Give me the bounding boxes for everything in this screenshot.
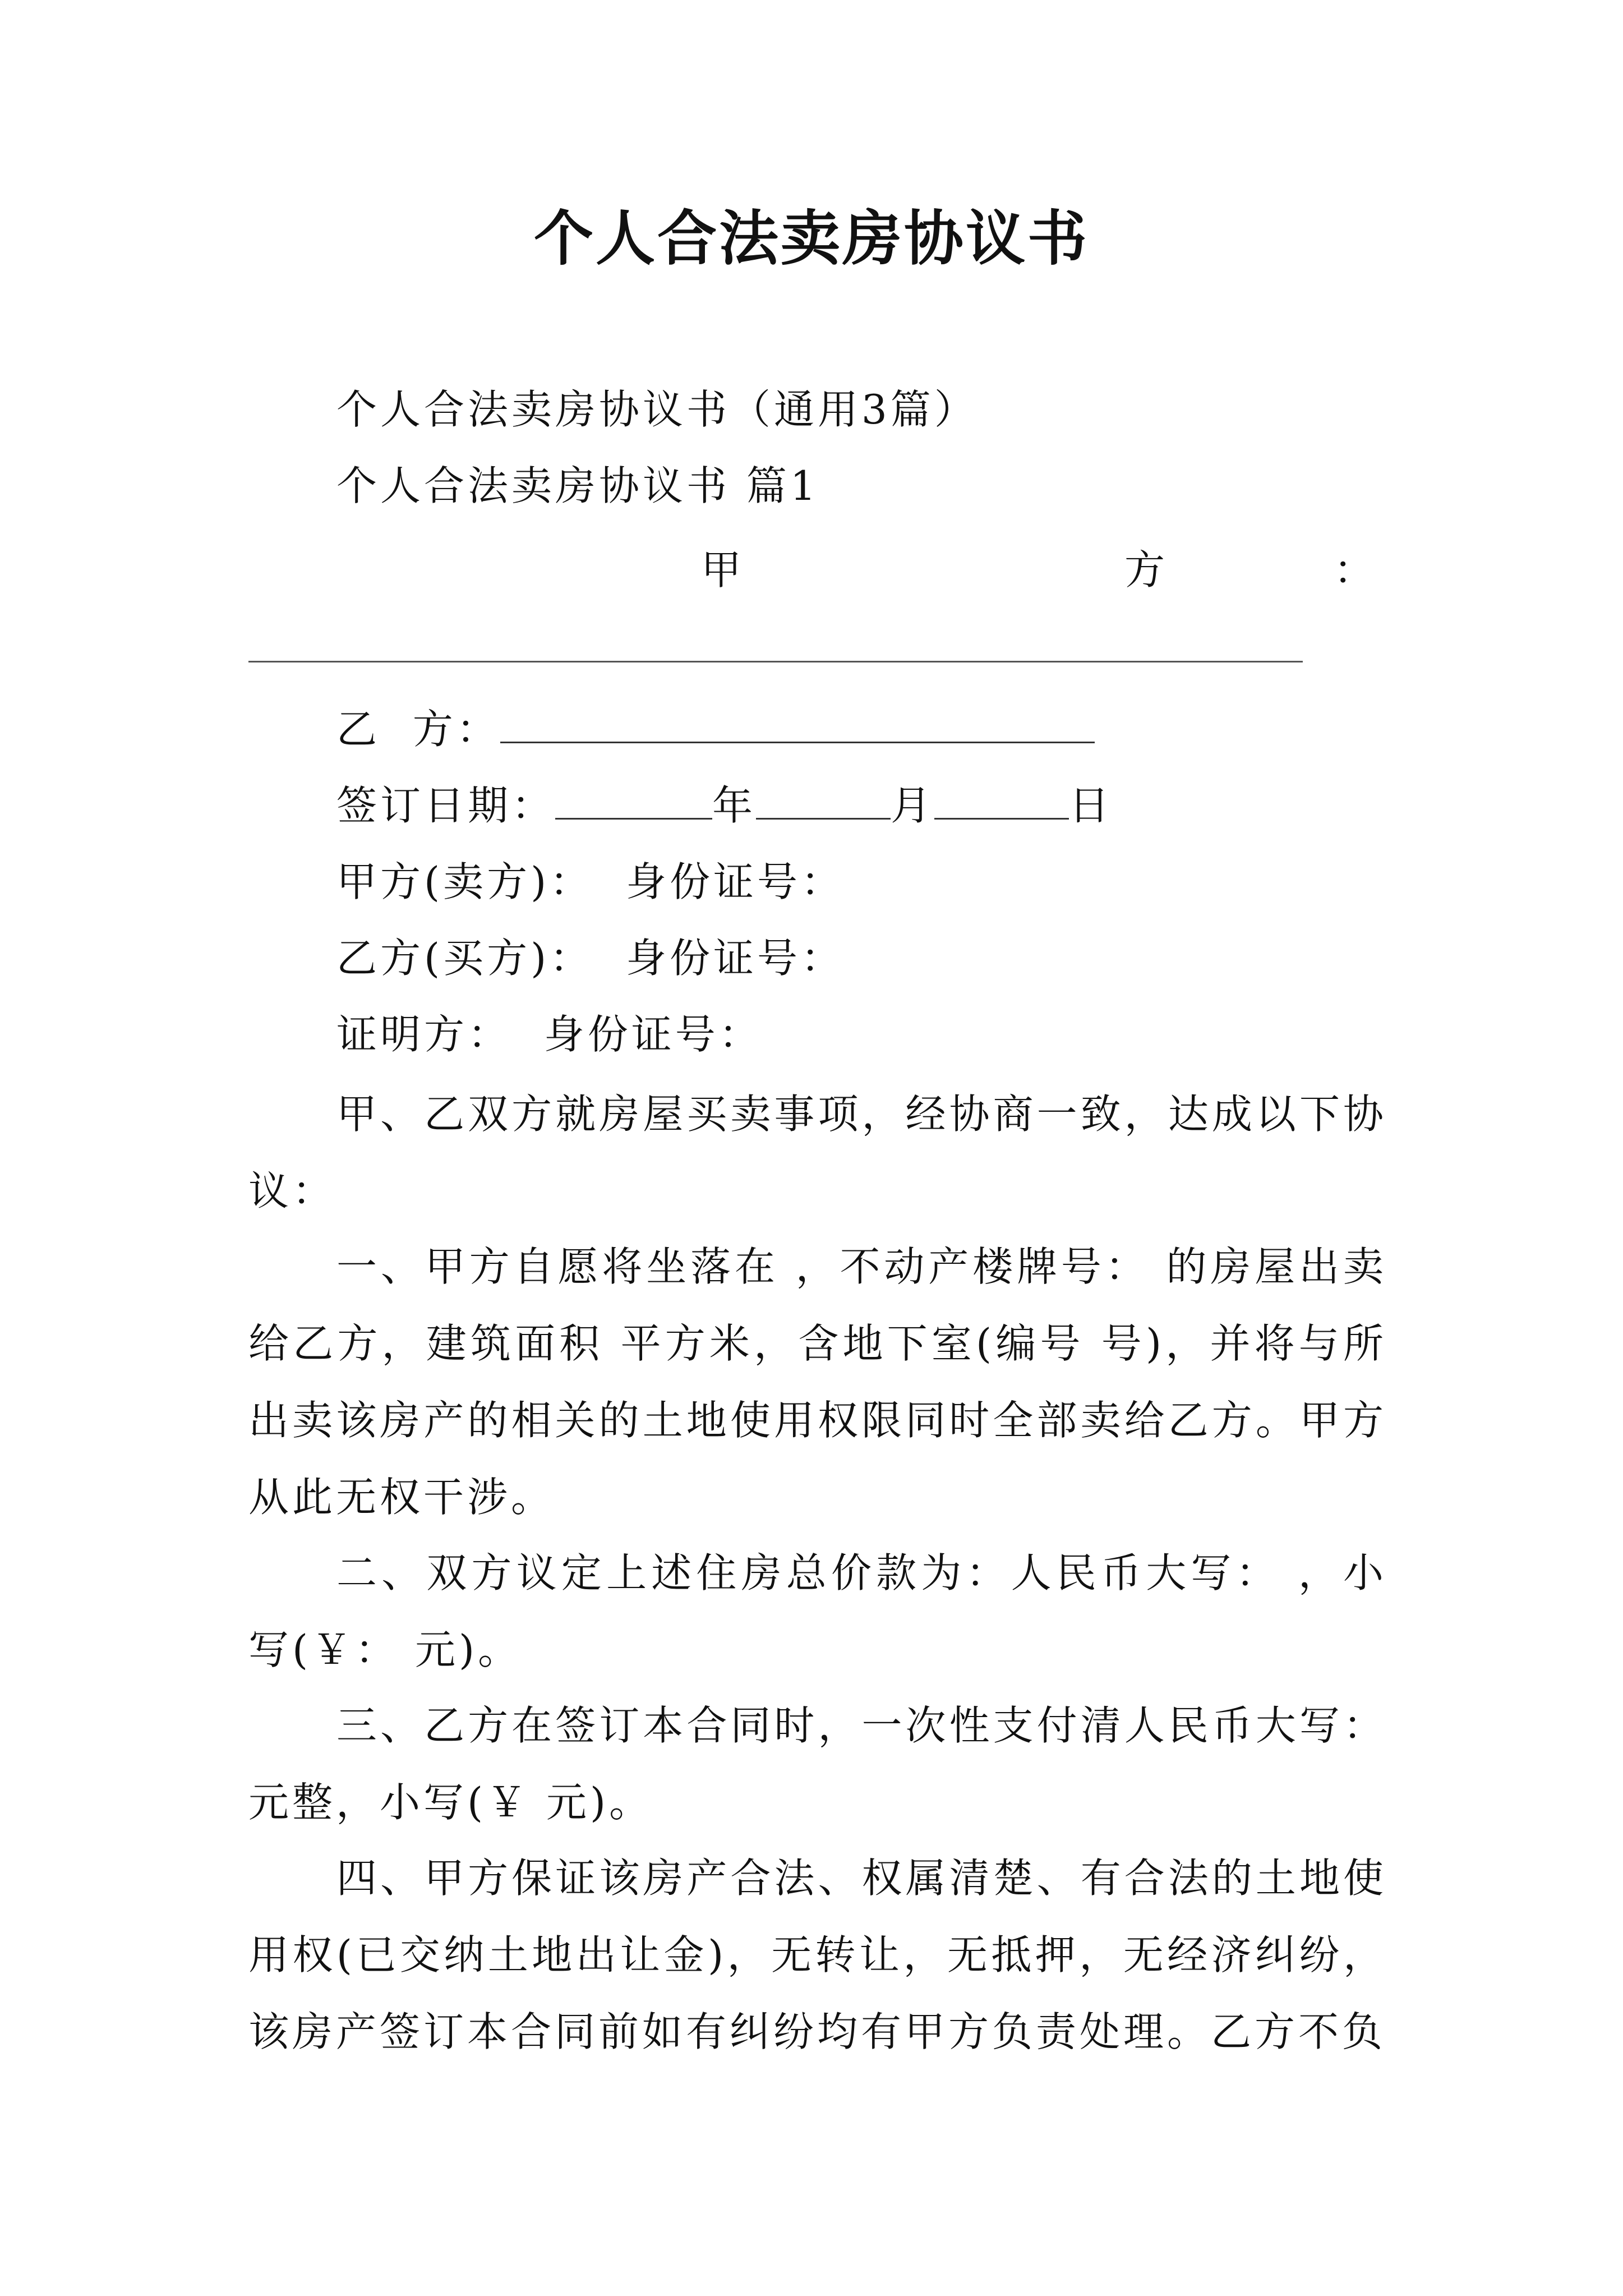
party-b-row [336,701,1095,757]
sign-date-row [336,777,1113,834]
party-a-char-2: 方 [1124,546,1165,593]
paragraph-clause-4: 四、甲方保证该房产合法、权属清楚、有合法的土地使用权(已交纳土地出让金)，无转让，无抵押，无经济纠纷，该房产签订本合同前如有纠纷均有甲方负责处理。乙方不负 [248,1855,1387,2055]
month-blank [756,784,891,820]
sign-date-day: 日 [1069,782,1113,829]
document-title: 个人合法卖房协议书 [534,203,1089,273]
party-a-blank-line [248,661,1303,662]
party-b-buyer-row: 乙方(买方)： 身份证号： [336,935,845,982]
party-b-label: 乙 方： [336,706,500,753]
paragraph-clause-3: 三、乙方在签订本合同时，一次性支付清人民币大写：元整，小写(￥ 元)。 [248,1702,1387,1826]
party-b-blank [500,708,1095,743]
day-blank [934,784,1069,820]
sign-date-year: 年 [712,782,757,829]
sign-date-month: 月 [891,782,935,829]
paragraph-intro: 甲、乙双方就房屋买卖事项，经协商一致，达成以下协议： [248,1091,1387,1214]
paragraph-clause-2: 二、双方议定上述住房总价款为：人民币大写： ，小写(￥： 元)。 [248,1549,1387,1673]
paragraph-clause-1: 一、甲方自愿将坐落在 ，不动产楼牌号： 的房屋出卖给乙方，建筑面积 平方米，含地下室(编号 号)，并将与所出卖该房产的相关的土地使用权限同时全部卖给乙方。甲方从此无权干涉。 [248,1243,1387,1521]
party-a-seller-row: 甲方(卖方)： 身份证号： [336,858,845,905]
witness-row: 证明方： 身份证号： [336,1011,763,1058]
sign-date-label: 签订日期： [336,782,556,829]
section-heading: 个人合法卖房协议书 篇1 [336,462,819,509]
document-subtitle: 个人合法卖房协议书（通用3篇） [336,386,978,433]
year-blank [555,784,712,820]
party-a-colon: ： [1334,546,1375,593]
party-a-char-1: 甲 [701,546,742,593]
